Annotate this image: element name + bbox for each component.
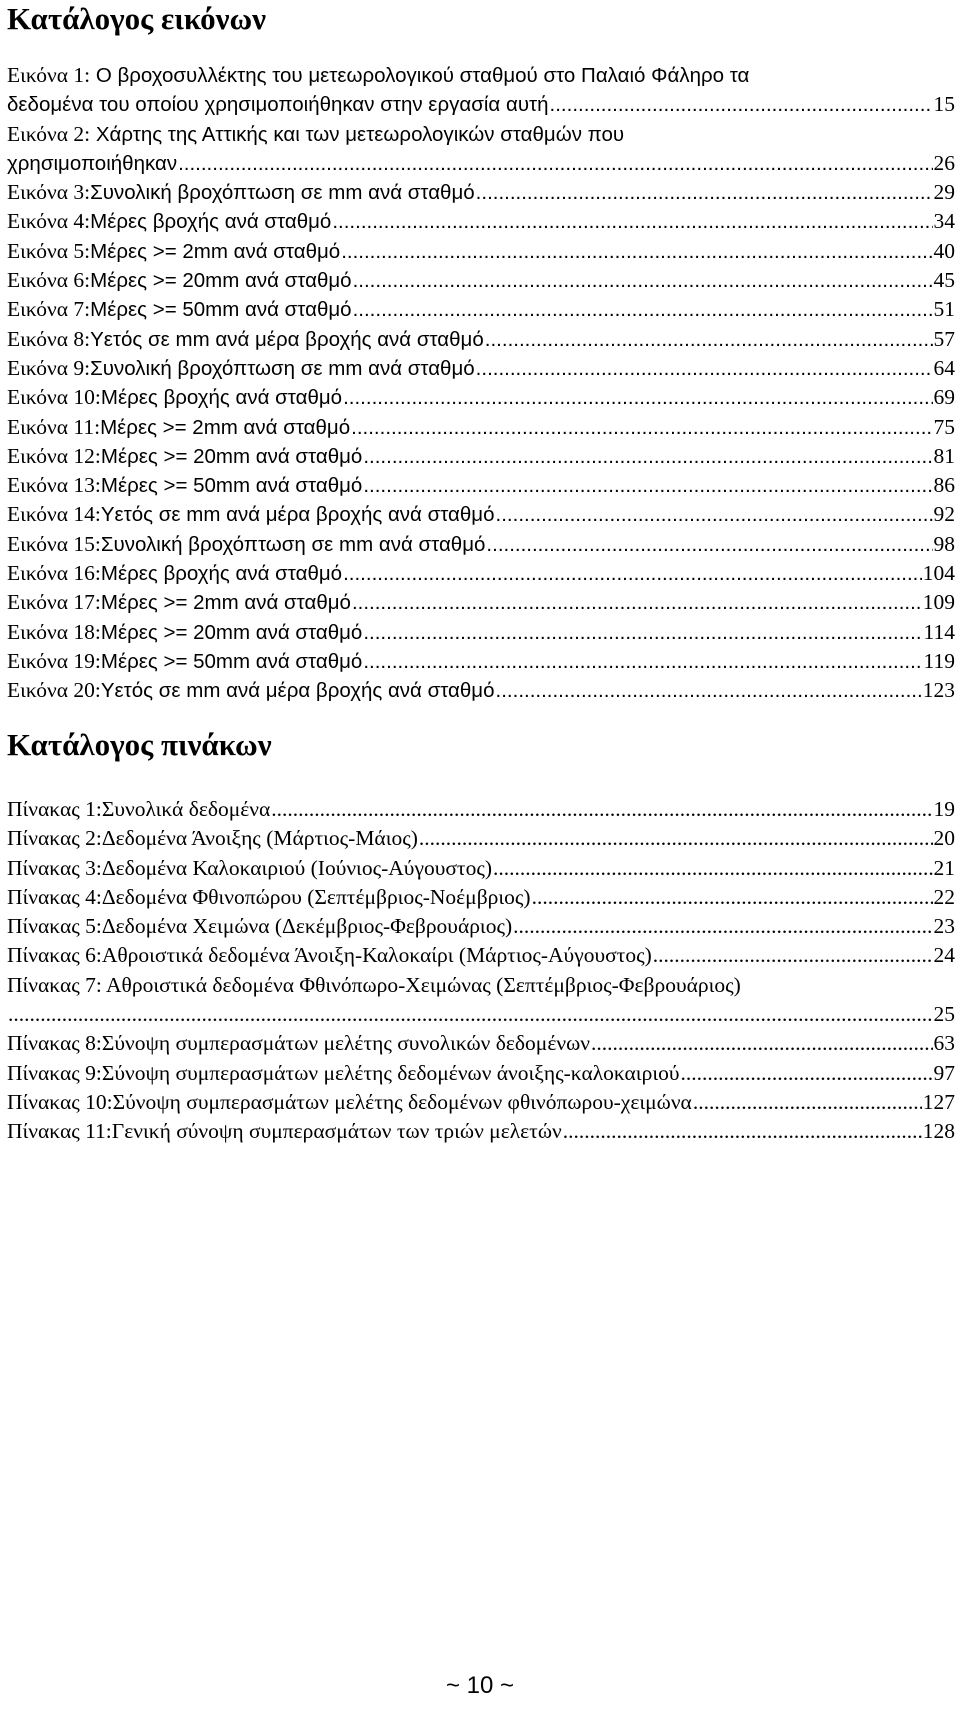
table-label: Πίνακας 5: — [7, 914, 102, 939]
table-entry[interactable] — [7, 1117, 955, 1146]
figure-entry-row — [7, 500, 955, 529]
table-title: Δεδομένα Καλοκαιριού (Ιούνιος-Αύγουστος) — [101, 855, 492, 880]
table-title: Δεδομένα Φθινοπώρου (Σεπτέμβριος-Νοέμβριος) — [101, 884, 531, 909]
figure-label: Εικόνα 16: — [7, 561, 101, 586]
figure-entry[interactable] — [7, 61, 955, 120]
figure-entry[interactable] — [7, 559, 955, 588]
dot-leader — [550, 90, 933, 119]
table-label: Πίνακας 10: — [7, 1089, 113, 1114]
table-entry-row — [7, 941, 955, 970]
table-title: Σύνοψη συμπερασμάτων μελέτης δεδομένων άνοιξης-καλοκαιριού — [101, 1060, 680, 1085]
figure-entry[interactable] — [7, 354, 955, 383]
figure-page-number: 34 — [933, 209, 955, 234]
table-entry[interactable] — [7, 912, 955, 941]
table-label: Πίνακας 7: — [7, 972, 102, 997]
dot-leader — [681, 1059, 933, 1088]
figure-entry[interactable] — [7, 207, 955, 236]
dot-leader — [591, 1029, 933, 1058]
figure-label: Εικόνα 13: — [7, 473, 101, 498]
figure-label: Εικόνα 11: — [7, 414, 101, 439]
figure-page-number: 45 — [933, 268, 955, 293]
figure-entry[interactable] — [7, 325, 955, 354]
figure-label: Εικόνα 5: — [7, 238, 91, 263]
table-page-number: 127 — [922, 1089, 955, 1114]
figure-title: Μέρες >= 50mm ανά σταθμό — [100, 649, 363, 673]
table-entry-first-line — [7, 971, 955, 1000]
figure-title: Μέρες >= 2mm ανά σταθμό — [100, 591, 351, 615]
table-entry-row — [7, 1000, 955, 1029]
dot-leader — [485, 325, 933, 354]
figure-title: Μέρες βροχής ανά σταθμό — [90, 210, 332, 234]
figure-entry[interactable] — [7, 266, 955, 295]
figure-entry-first-line — [7, 120, 955, 149]
figure-entry[interactable] — [7, 500, 955, 529]
figure-label: Εικόνα 3: — [7, 180, 91, 205]
list-of-tables — [7, 795, 955, 1147]
figure-entry-row — [7, 588, 955, 617]
table-entry[interactable] — [7, 795, 955, 824]
figure-entry-first-line — [7, 61, 955, 90]
table-entry-row — [7, 824, 955, 853]
dot-leader — [8, 1000, 933, 1029]
figure-entry[interactable] — [7, 237, 955, 266]
dot-leader — [693, 1088, 922, 1117]
figure-page-number: 123 — [922, 678, 955, 703]
table-entry-row — [7, 1117, 955, 1146]
figure-entry[interactable] — [7, 588, 955, 617]
table-title: Γενική σύνοψη συμπερασμάτων των τριών μελετών — [111, 1119, 562, 1144]
figure-entry-row — [7, 178, 955, 207]
figure-page-number: 98 — [933, 531, 955, 556]
figure-title: Μέρες >= 2mm ανά σταθμό — [90, 239, 341, 263]
dot-leader — [476, 178, 933, 207]
dot-leader — [493, 854, 933, 883]
table-entry-row — [7, 1088, 955, 1117]
table-label: Πίνακας 2: — [7, 826, 102, 851]
figure-title: Μέρες >= 2mm ανά σταθμό — [100, 415, 351, 439]
figure-entry-row — [7, 354, 955, 383]
figure-label: Εικόνα 10: — [7, 385, 101, 410]
figure-entry[interactable] — [7, 618, 955, 647]
figure-page-number: 15 — [933, 92, 955, 117]
figure-entry-row — [7, 647, 955, 676]
table-label: Πίνακας 4: — [7, 884, 102, 909]
figure-title: Υετός σε mm ανά μέρα βροχής ανά σταθμό — [100, 503, 495, 527]
figure-page-number: 109 — [922, 590, 955, 615]
figure-title: Συνολική βροχόπτωση σε mm ανά σταθμό — [100, 532, 486, 556]
table-page-number: 63 — [933, 1031, 955, 1056]
dot-leader — [496, 500, 933, 529]
table-title: Δεδομένα Άνοιξης (Μάρτιος-Μάιος) — [101, 826, 418, 851]
figure-label: Εικόνα 17: — [7, 590, 101, 615]
figure-title-line1: Ο βροχοσυλλέκτης του μετεωρολογικού σταθμού στο Παλαιό Φάληρο τα — [90, 64, 750, 87]
figure-label: Εικόνα 18: — [7, 619, 101, 644]
table-label: Πίνακας 6: — [7, 943, 102, 968]
table-entry[interactable] — [7, 971, 955, 1030]
figure-entry-row — [7, 149, 955, 178]
figure-label: Εικόνα 7: — [7, 297, 91, 322]
dot-leader — [271, 795, 932, 824]
table-entry[interactable] — [7, 854, 955, 883]
figure-entry[interactable] — [7, 676, 955, 705]
table-entry-row — [7, 854, 955, 883]
list-of-figures — [7, 61, 955, 706]
dot-leader — [353, 266, 933, 295]
figure-entry-row — [7, 90, 955, 119]
figure-entry[interactable] — [7, 383, 955, 412]
dot-leader — [341, 237, 932, 266]
figure-page-number: 114 — [923, 619, 955, 644]
table-title: Αθροιστικά δεδομένα Άνοιξη-Καλοκαίρι (Μάρτιος-Αύγουστος) — [101, 943, 652, 968]
figure-entry[interactable] — [7, 471, 955, 500]
figure-entry-row — [7, 559, 955, 588]
table-entry[interactable] — [7, 1059, 955, 1088]
figure-title: Συνολική βροχόπτωση σε mm ανά σταθμό — [90, 356, 475, 380]
dot-leader — [532, 883, 933, 912]
figure-title: Μέρες >= 20mm ανά σταθμό — [100, 620, 363, 644]
dot-leader — [363, 471, 932, 500]
table-page-number: 128 — [922, 1119, 955, 1144]
figure-label: Εικόνα 8: — [7, 326, 91, 351]
dot-leader — [563, 1117, 922, 1146]
table-label: Πίνακας 8: — [7, 1031, 102, 1056]
figure-title-line1: Χάρτης της Αττικής και των μετεωρολογικών σταθμών που — [90, 122, 625, 146]
figure-page-number: 57 — [933, 326, 955, 351]
figure-entry-row — [7, 618, 955, 647]
figure-title: δεδομένα του οποίου χρησιμοποιήθηκαν στην εργασία αυτή — [7, 93, 549, 117]
table-entry-row — [7, 1029, 955, 1058]
figure-title: Συνολική βροχόπτωση σε mm ανά σταθμό — [90, 181, 475, 205]
dot-leader — [343, 383, 932, 412]
table-page-number: 20 — [933, 826, 955, 851]
figure-label: Εικόνα 12: — [7, 443, 101, 468]
figure-label: Εικόνα 4: — [7, 209, 91, 234]
table-entry-row — [7, 1059, 955, 1088]
table-entry[interactable] — [7, 1029, 955, 1058]
figure-page-number: 51 — [933, 297, 955, 322]
figure-entry[interactable] — [7, 295, 955, 324]
figure-page-number: 29 — [933, 180, 955, 205]
figure-page-number: 75 — [933, 414, 955, 439]
table-page-number: 21 — [933, 855, 955, 880]
figure-label: Εικόνα 6: — [7, 268, 91, 293]
dot-leader — [363, 647, 922, 676]
figure-entry-row — [7, 383, 955, 412]
dot-leader — [513, 912, 932, 941]
table-label: Πίνακας 1: — [7, 797, 102, 821]
table-page-number: 97 — [933, 1060, 955, 1085]
figure-title: Υετός σε mm ανά μέρα βροχής ανά σταθμό — [90, 327, 484, 351]
dot-leader — [496, 676, 922, 705]
table-entry[interactable] — [7, 1088, 955, 1117]
figure-label: Εικόνα 2: — [7, 121, 91, 146]
table-title: Δεδομένα Χειμώνα (Δεκέμβριος-Φεβρουάριος) — [101, 914, 513, 939]
dot-leader — [343, 559, 922, 588]
figure-entry-row — [7, 325, 955, 354]
figure-label: Εικόνα 19: — [7, 648, 101, 673]
figure-label: Εικόνα 15: — [7, 531, 101, 556]
figure-label: Εικόνα 9: — [7, 355, 91, 380]
page-number: ~ 10 ~ — [445, 1672, 515, 1699]
table-entry[interactable] — [7, 941, 955, 970]
figure-entry[interactable] — [7, 530, 955, 559]
table-page-number: 24 — [933, 943, 955, 968]
table-page-number: 19 — [933, 797, 955, 821]
figure-title: Υετός σε mm ανά μέρα βροχής ανά σταθμό — [100, 679, 495, 703]
figure-title: Μέρες βροχής ανά σταθμό — [100, 386, 343, 410]
figure-title: Μέρες βροχής ανά σταθμό — [100, 562, 343, 586]
figure-page-number: 81 — [933, 443, 955, 468]
table-entry-row — [7, 795, 955, 824]
figure-entry-row — [7, 413, 955, 442]
table-label: Πίνακας 3: — [7, 855, 102, 880]
dot-leader — [353, 295, 933, 324]
figure-page-number: 86 — [933, 473, 955, 498]
figure-entry[interactable] — [7, 647, 955, 676]
table-title: Συνολικά δεδομένα — [101, 797, 271, 821]
figure-page-number: 64 — [933, 355, 955, 380]
figure-label: Εικόνα 1: — [7, 63, 91, 87]
figure-page-number: 92 — [933, 502, 955, 527]
table-entry[interactable] — [7, 824, 955, 853]
figure-page-number: 104 — [922, 561, 955, 586]
figure-label: Εικόνα 20: — [7, 678, 101, 703]
figure-title: Μέρες >= 20mm ανά σταθμό — [100, 444, 363, 468]
figure-entry-row — [7, 295, 955, 324]
table-page-number: 22 — [933, 884, 955, 909]
figure-title: Μέρες >= 50mm ανά σταθμό — [90, 298, 352, 322]
table-title: Σύνοψη συμπερασμάτων μελέτης δεδομένων φθινόπωρου-χειμώνα — [112, 1089, 692, 1114]
table-entry[interactable] — [7, 883, 955, 912]
dot-leader — [351, 413, 932, 442]
figure-entry-row — [7, 207, 955, 236]
figure-title: Μέρες >= 20mm ανά σταθμό — [90, 269, 352, 293]
figure-page-number: 119 — [923, 648, 955, 673]
figure-entry-row — [7, 266, 955, 295]
figure-entry[interactable] — [7, 442, 955, 471]
dot-leader — [653, 941, 933, 970]
dot-leader — [476, 354, 933, 383]
figure-entry-row — [7, 442, 955, 471]
figure-label: Εικόνα 14: — [7, 502, 101, 527]
list-of-figures-title: Κατάλογος εικόνων — [7, 1, 267, 36]
figure-page-number: 26 — [933, 150, 955, 175]
figure-entry-row — [7, 471, 955, 500]
dot-leader — [332, 207, 932, 236]
figure-title: χρησιμοποιήθηκαν — [7, 151, 178, 175]
table-entry-row — [7, 912, 955, 941]
dot-leader — [352, 588, 922, 617]
table-title-line1: Αθροιστικά δεδομένα Φθινόπωρο-Χειμώνας (Σεπτέμβριος-Φεβρουάριος) — [101, 972, 741, 997]
figure-page-number: 40 — [933, 238, 955, 263]
figure-entry-row — [7, 530, 955, 559]
table-page-number: 25 — [933, 1002, 955, 1027]
table-entry-row — [7, 883, 955, 912]
figure-entry[interactable] — [7, 413, 955, 442]
table-title: Σύνοψη συμπερασμάτων μελέτης συνολικών δεδομένων — [101, 1031, 590, 1056]
list-of-tables-title: Κατάλογος πινάκων — [7, 727, 272, 762]
figure-entry-row — [7, 676, 955, 705]
dot-leader — [486, 530, 932, 559]
figure-entry-row — [7, 237, 955, 266]
dot-leader — [178, 149, 932, 178]
table-label: Πίνακας 11: — [7, 1119, 112, 1144]
dot-leader — [363, 442, 932, 471]
figure-entry[interactable] — [7, 178, 955, 207]
table-label: Πίνακας 9: — [7, 1060, 102, 1085]
dot-leader — [419, 824, 933, 853]
figure-title: Μέρες >= 50mm ανά σταθμό — [100, 474, 363, 498]
dot-leader — [363, 618, 922, 647]
figure-entry[interactable] — [7, 120, 955, 179]
figure-page-number: 69 — [933, 385, 955, 410]
table-page-number: 23 — [933, 914, 955, 939]
